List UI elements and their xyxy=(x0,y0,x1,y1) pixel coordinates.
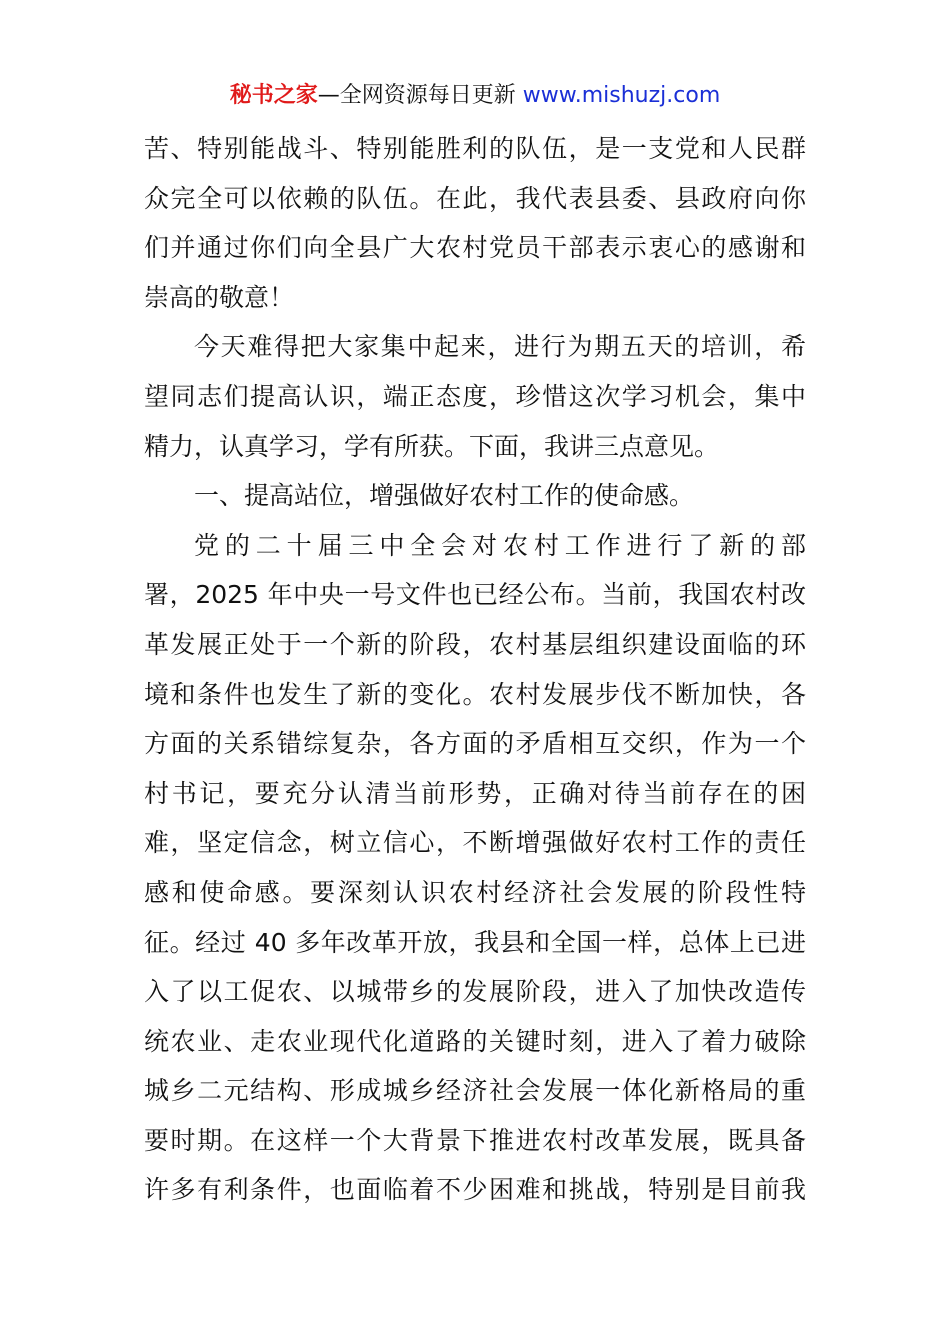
text-line: 要时期。在这样一个大背景下推进农村改革发展，既具备 xyxy=(144,1125,806,1155)
text-line: 崇高的敬意！ xyxy=(144,282,295,312)
document-body xyxy=(144,124,806,1215)
text-line: 党的二十届三中全会对农村工作进行了新的部 xyxy=(194,530,806,560)
text-line: 境和条件也发生了新的变化。农村发展步伐不断加快，各 xyxy=(144,679,806,709)
text-line: 革发展正处于一个新的阶段，农村基层组织建设面临的环 xyxy=(144,629,806,659)
text-line: 许多有利条件，也面临着不少困难和挑战，特别是目前我 xyxy=(144,1175,806,1205)
text-line: 感和使命感。要深刻认识农村经济社会发展的阶段性特 xyxy=(144,877,806,907)
text-line: 统农业、走农业现代化道路的关键时刻，进入了着力破除 xyxy=(144,1026,806,1056)
site-url-link[interactable]: www.mishuzj.com xyxy=(522,83,721,108)
text-line: 众完全可以依赖的队伍。在此，我代表县委、县政府向你 xyxy=(144,183,806,213)
text-line: 苦、特别能战斗、特别能胜利的队伍，是一支党和人民群 xyxy=(144,134,806,163)
text-line: 难，坚定信念，树立信心，不断增强做好农村工作的责任 xyxy=(144,828,806,858)
text-line: 一、提高站位，增强做好农村工作的使命感。 xyxy=(194,481,695,511)
header-slogan: —全网资源每日更新 xyxy=(317,83,523,108)
text-line: 精力，认真学习，学有所获。下面，我讲三点意见。 xyxy=(144,431,720,461)
text-line: 入了以工促农、以城带乡的发展阶段，进入了加快改造传 xyxy=(144,977,806,1007)
text-line: 望同志们提高认识，端正态度，珍惜这次学习机会，集中 xyxy=(144,381,806,411)
brand-name: 秘书之家 xyxy=(229,83,318,108)
text-line: 方面的关系错综复杂，各方面的矛盾相互交织，作为一个 xyxy=(144,729,806,759)
text-line: 征。经过 40 多年改革开放，我县和全国一样，总体上已进 xyxy=(144,927,806,957)
text-line: 今天难得把大家集中起来，进行为期五天的培训，希 xyxy=(194,332,806,362)
text-line: 村书记，要充分认清当前形势，正确对待当前存在的困 xyxy=(144,778,806,808)
text-line: 们并通过你们向全县广大农村党员干部表示衷心的感谢和 xyxy=(144,233,806,263)
text-line: 署，2025 年中央一号文件也已经公布。当前，我国农村改 xyxy=(144,580,806,610)
page-header xyxy=(0,80,950,112)
text-line: 城乡二元结构、形成城乡经济社会发展一体化新格局的重 xyxy=(144,1076,806,1106)
